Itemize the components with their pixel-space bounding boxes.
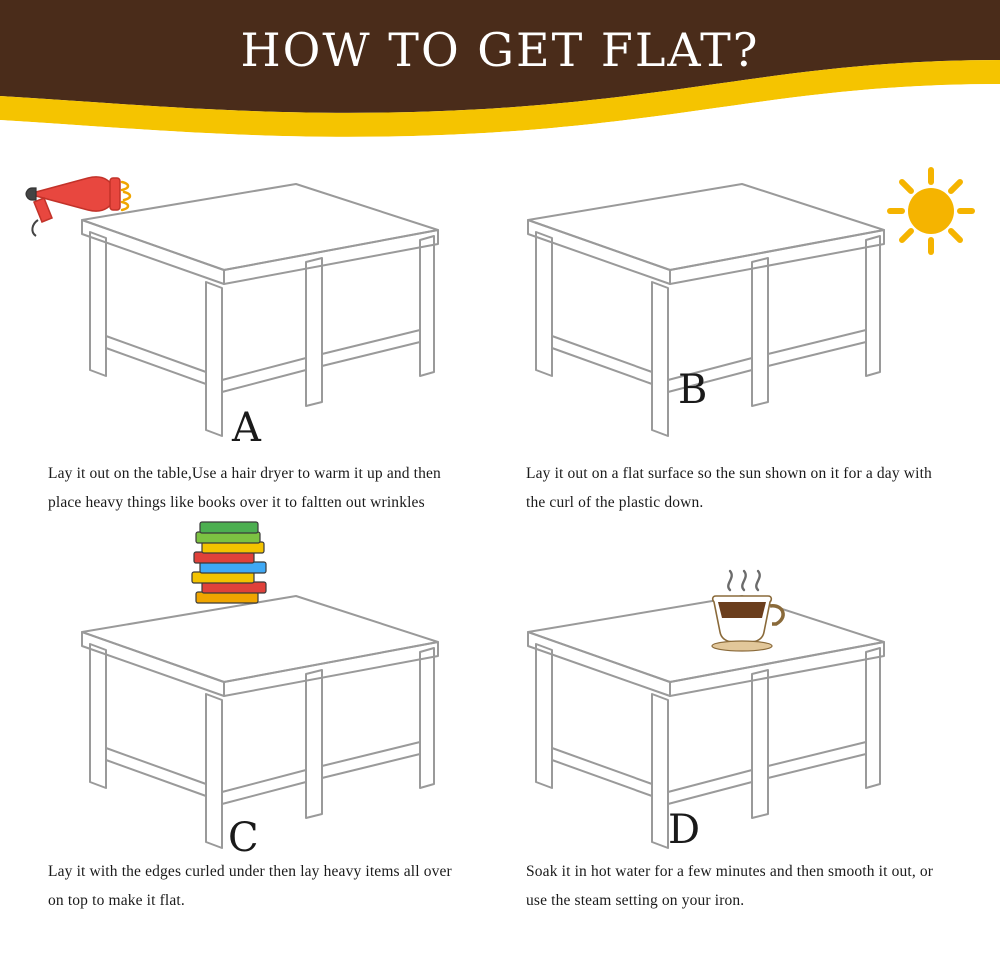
panel-a [10, 158, 490, 558]
panel-b [508, 158, 988, 558]
panel-d-caption [526, 858, 978, 915]
panel-b-letter: B [678, 367, 708, 413]
instruction-panels [0, 150, 1000, 974]
panel-d-illustration [508, 570, 988, 870]
panel-c [10, 570, 490, 970]
header-banner [0, 0, 1000, 150]
panel-c-letter: C [228, 815, 259, 861]
page-title: HOW TO GET FLAT? [240, 23, 760, 77]
hot-coffee-cup-icon [694, 566, 804, 656]
caption-line: Soak it in hot water for a few minutes and then smooth it out, or [526, 863, 934, 880]
caption-line: the curl of the plastic down. [526, 493, 704, 511]
panel-b-caption [526, 460, 978, 517]
panel-c-caption [48, 858, 480, 915]
panel-a-caption [48, 460, 480, 517]
caption-line: Lay it with the edges curled under then lay heavy items all over [48, 863, 452, 880]
caption-line: Lay it out on a flat surface so the sun shown on it for a day with [526, 465, 932, 482]
panel-d-letter: D [668, 807, 701, 853]
caption-line: place heavy things like books over it to faltten out wrinkles [48, 493, 425, 511]
sun-icon [876, 156, 986, 266]
caption-line: Lay it out on the table,Use a hair dryer to warm it up and then [48, 465, 441, 482]
panel-d [508, 570, 988, 970]
caption-line: use the steam setting on your iron. [526, 891, 745, 909]
caption-line: on top to make it flat. [48, 891, 185, 909]
stack-of-books-icon [178, 512, 288, 622]
panel-a-letter: A [232, 405, 261, 451]
panel-b-illustration [508, 158, 988, 458]
hair-dryer-icon [18, 162, 148, 252]
